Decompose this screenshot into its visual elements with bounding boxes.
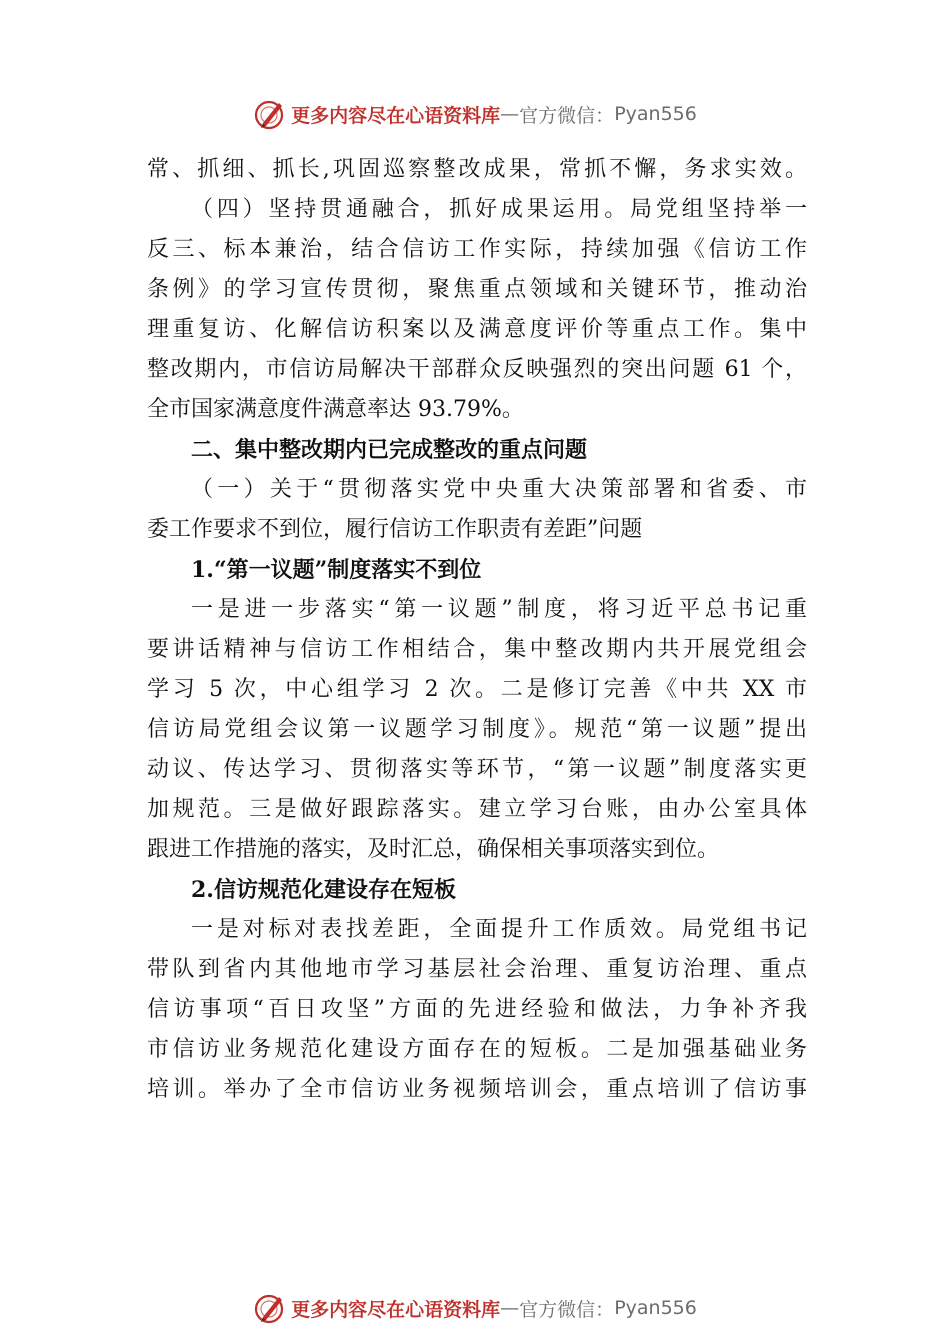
watermark-dash: — (500, 103, 520, 125)
paragraph-line: 培训。举办了全市信访业务视频培训会，重点培训了信访事 (147, 1077, 807, 1102)
watermark-red-text: 更多内容尽在心语资料库 (291, 104, 501, 127)
subsection-heading: （一）关于“贯彻落实党中央重大决策部署和省委、市 (191, 477, 807, 502)
paragraph-line: 常、抓细、抓长,巩固巡察整改成果，常抓不懈，务求实效。 (147, 157, 807, 182)
paragraph-line: 信访局党组会议第一议题学习制度》。规范“第一议题”提出 (147, 717, 807, 742)
paragraph-line: 信访事项“百日攻坚”方面的先进经验和做法，力争补齐我 (147, 997, 807, 1022)
paragraph-line: 学习 5 次，中心组学习 2 次。二是修订完善《中共 XX 市 (147, 677, 807, 702)
watermark-gray-text: 官方微信： (519, 104, 615, 127)
subsection-heading: 委工作要求不到位，履行信访工作职责有差距”问题 (147, 517, 643, 542)
paragraph-line: 加规范。三是做好跟踪落实。建立学习台账，由办公室具体 (147, 797, 807, 822)
watermark-gray-text: 官方微信： (519, 1298, 615, 1321)
pen-circle-icon (253, 1291, 287, 1325)
paragraph-line: （四）坚持贯通融合，抓好成果运用。局党组坚持举一 (191, 197, 807, 222)
paragraph-line: 条例》的学习宣传贯彻，聚焦重点领域和关键环节，推动治 (147, 277, 807, 302)
pen-circle-icon (253, 97, 287, 131)
paragraph-line: 跟进工作措施的落实，及时汇总，确保相关事项落实到位。 (147, 837, 720, 862)
watermark-header (0, 96, 950, 132)
paragraph-line: 要讲话精神与信访工作相结合，集中整改期内共开展党组会 (147, 637, 807, 662)
paragraph-line: 整改期内，市信访局解决干部群众反映强烈的突出问题 61 个， (147, 357, 807, 382)
item-heading: 1.“第一议题”制度落实不到位 (191, 557, 482, 583)
watermark-footer (0, 1290, 950, 1326)
paragraph-line: 带队到省内其他地市学习基层社会治理、重复访治理、重点 (147, 957, 807, 982)
watermark-red-text: 更多内容尽在心语资料库 (291, 1298, 501, 1321)
watermark-id: Pyan556 (614, 103, 697, 125)
watermark-dash: — (500, 1297, 520, 1319)
document-body (147, 150, 807, 1110)
paragraph-line: 一是进一步落实“第一议题”制度，将习近平总书记重 (191, 597, 807, 622)
paragraph-line: 全市国家满意度件满意率达 93.79%。 (147, 397, 524, 422)
paragraph-line: 反三、标本兼治，结合信访工作实际，持续加强《信访工作 (147, 237, 807, 262)
paragraph-line: 一是对标对表找差距，全面提升工作质效。局党组书记 (191, 917, 807, 942)
paragraph-line: 理重复访、化解信访积案以及满意度评价等重点工作。集中 (147, 317, 807, 342)
watermark-id: Pyan556 (614, 1297, 697, 1319)
paragraph-line: 动议、传达学习、贯彻落实等环节，“第一议题”制度落实更 (147, 757, 807, 782)
paragraph-line: 市信访业务规范化建设方面存在的短板。二是加强基础业务 (147, 1037, 807, 1062)
item-heading: 2.信访规范化建设存在短板 (191, 877, 456, 903)
section-heading: 二、集中整改期内已完成整改的重点问题 (191, 437, 588, 463)
